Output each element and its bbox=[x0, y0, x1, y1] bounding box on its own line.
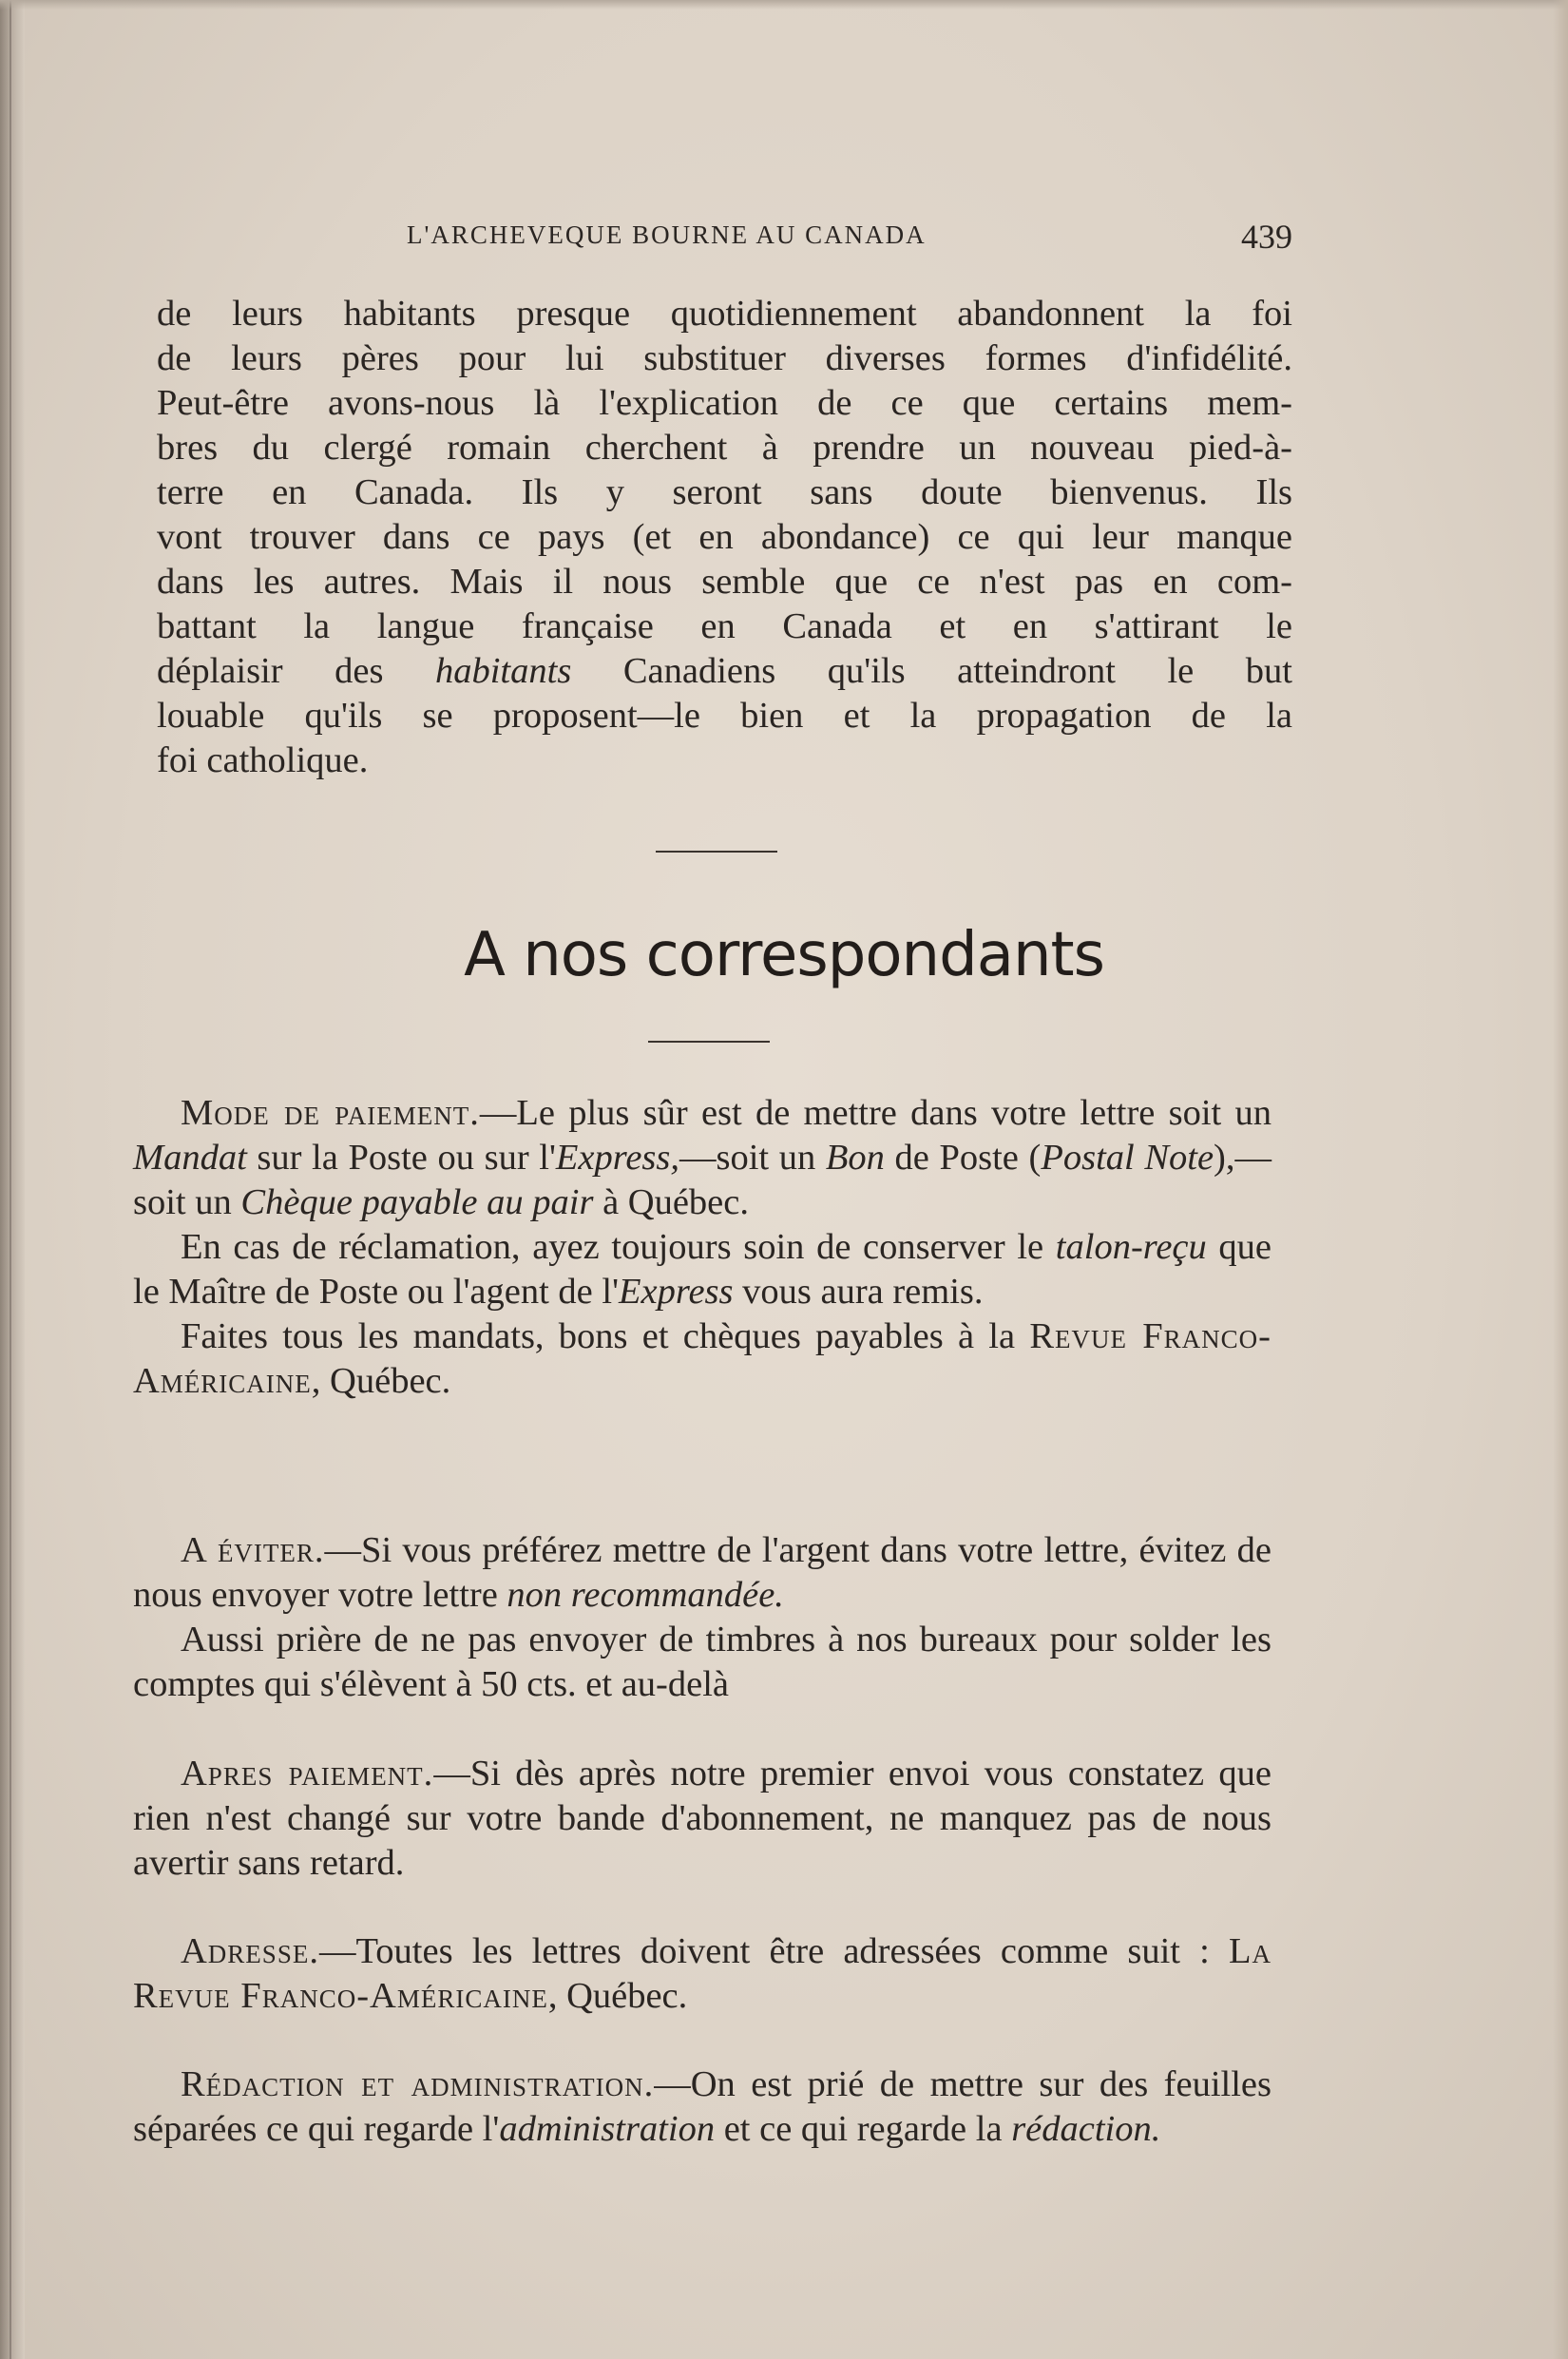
text-line: battant la langue française en Canada et en s'attirant le bbox=[157, 606, 1292, 646]
text-run: —Toutes les lettres doivent être adressées comme suit : bbox=[318, 1931, 1229, 1971]
text-line: de leurs pères pour lui substituer diverses formes d'infidélité. bbox=[157, 338, 1292, 378]
small-caps-run: La Revue Franco-Américaine bbox=[133, 1931, 1272, 2016]
text-run: —On est prié de mettre sur des feuilles séparées ce qui regarde l' bbox=[133, 2064, 1272, 2149]
paragraph-label: Adresse. bbox=[181, 1931, 319, 1971]
text-run: En cas de réclamation, ayez toujours soin de conserver le bbox=[181, 1227, 1056, 1267]
text-line: de leurs habitants presque quotidiennement abandonnent la foi bbox=[157, 294, 1292, 334]
italic-run: Chèque payable au pair bbox=[240, 1182, 594, 1222]
paragraph-label: Apres paiement. bbox=[181, 1754, 434, 1793]
adresse-paragraph bbox=[133, 1929, 1272, 2019]
page-number: 439 bbox=[1241, 218, 1292, 256]
payment-paragraph bbox=[133, 1091, 1272, 1225]
text-run: —Si vous préférez mettre de l'argent dans votre lettre, évitez de nous envoyer votre lettre bbox=[133, 1530, 1272, 1615]
text-run: Canadiens qu'ils atteindront le but bbox=[571, 651, 1292, 691]
text-run: , Québec. bbox=[311, 1361, 451, 1401]
italic-run: Bon bbox=[825, 1138, 885, 1178]
text-line: terre en Canada. Ils y seront sans doute bienvenus. Ils bbox=[157, 472, 1292, 512]
italic-run: non recommandée. bbox=[507, 1575, 784, 1615]
notice-payment-block bbox=[133, 1091, 1272, 1404]
italic-run: Mandat bbox=[133, 1138, 247, 1178]
notice-address-block bbox=[133, 1929, 1272, 2019]
text-run: Faites tous les mandats, bons et chèques payables à la bbox=[181, 1316, 1030, 1356]
timbres-paragraph: Aussi prière de ne pas envoyer de timbres à nos bureaux pour solder les comptes qui s'élèvent à 50 cts. et au-delà bbox=[133, 1620, 1272, 1704]
text-run: à Québec. bbox=[593, 1182, 749, 1222]
italic-run: administration bbox=[499, 2109, 716, 2149]
text-run: de Poste ( bbox=[884, 1138, 1042, 1178]
running-head-title: L'ARCHEVEQUE BOURNE AU CANADA bbox=[407, 221, 927, 249]
title-underline-rule bbox=[648, 1041, 770, 1043]
notice-after-payment-block bbox=[133, 1752, 1272, 1886]
italic-run: Postal Note bbox=[1041, 1138, 1214, 1178]
text-line: Peut-être avons-nous là l'explication de ce que certains mem- bbox=[157, 383, 1292, 423]
text-run: sur la Poste ou sur l' bbox=[246, 1138, 556, 1178]
text-line: dans les autres. Mais il nous semble que ce n'est pas en com- bbox=[157, 562, 1292, 602]
text-run: que le Maître de Poste ou l'agent de l' bbox=[133, 1227, 1272, 1312]
text-line: bres du clergé romain cherchent à prendre un nouveau pied-à- bbox=[157, 428, 1292, 468]
text-run: —Si dès après notre premier envoi vous constatez que rien n'est changé sur votre bande d'abonnement, ne manquez pas de nous avertir sans retard. bbox=[133, 1754, 1272, 1883]
text-line: louable qu'ils se proposent—le bien et la propagation de la bbox=[157, 696, 1292, 736]
eviter-paragraph bbox=[133, 1528, 1272, 1618]
redaction-paragraph bbox=[133, 2062, 1272, 2152]
apres-paragraph bbox=[133, 1752, 1272, 1886]
italic-run: rédaction. bbox=[1011, 2109, 1161, 2149]
italic-run: Express bbox=[619, 1272, 734, 1312]
text-run: —soit un bbox=[679, 1138, 826, 1178]
paragraph-label: Mode de paiement. bbox=[181, 1093, 480, 1133]
mandats-paragraph bbox=[133, 1314, 1272, 1404]
text-run: vous aura remis. bbox=[733, 1272, 984, 1312]
text-run: et ce qui regarde la bbox=[715, 2109, 1012, 2149]
italic-run: habitants bbox=[434, 651, 572, 691]
top-edge-shadow bbox=[0, 0, 1568, 10]
text-run: —Le plus sûr est de mettre dans votre lettre soit un bbox=[479, 1093, 1272, 1133]
notice-redaction-block bbox=[133, 2062, 1272, 2152]
text-line: foi catholique. bbox=[157, 740, 369, 780]
text-run: , Québec. bbox=[547, 1976, 688, 2016]
running-head bbox=[152, 217, 1292, 255]
text-line: vont trouver dans ce pays (et en abondance) ce qui leur manque bbox=[157, 517, 1292, 557]
text-run: ),—soit un bbox=[133, 1138, 1272, 1222]
continuation-paragraph bbox=[157, 292, 1292, 783]
paragraph-label: Rédaction et administration. bbox=[181, 2064, 655, 2104]
paragraph-label: A éviter. bbox=[181, 1530, 325, 1570]
reclamation-paragraph bbox=[133, 1225, 1272, 1314]
spine-gutter-line bbox=[10, 0, 11, 2359]
notice-avoid-block bbox=[133, 1528, 1272, 1707]
text-run: déplaisir des bbox=[157, 651, 435, 691]
book-spine bbox=[0, 0, 25, 2359]
text-line bbox=[157, 649, 1292, 694]
section-divider-rule bbox=[656, 851, 777, 853]
italic-run: talon-reçu bbox=[1055, 1227, 1207, 1267]
small-caps-run: Revue Franco-Américaine bbox=[133, 1316, 1272, 1401]
right-page-edge bbox=[1553, 0, 1568, 2359]
italic-run: Express, bbox=[555, 1138, 679, 1178]
section-title: A nos correspondants bbox=[464, 920, 1104, 990]
